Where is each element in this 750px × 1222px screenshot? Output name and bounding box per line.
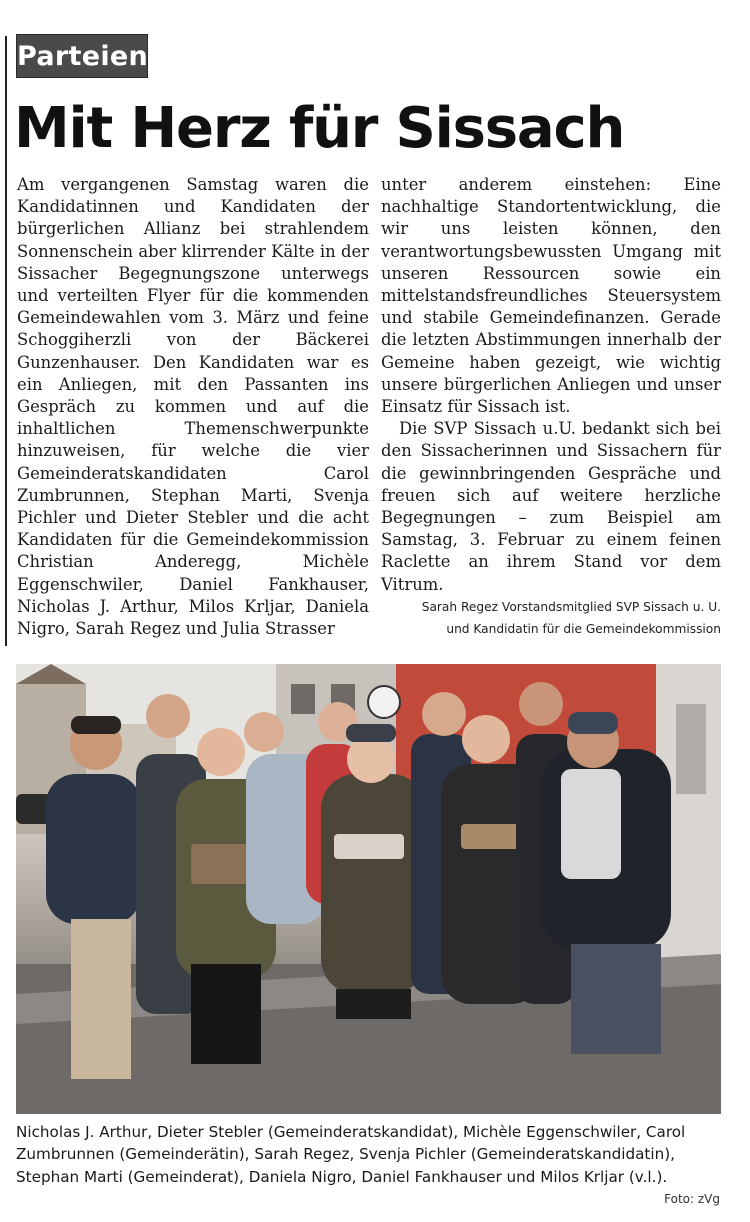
column-rule [5, 36, 7, 646]
article-paragraph: unter anderem einstehen: Eine nachhaltige Standortentwicklung, die wir uns leisten können, den verantwortungsbewussten Umgang mit unseren Ressourcen sowie ein mittelstandsfreundliches Steuersystem und stabile Gemeindefinanzen. Gerade die letzten Abstimmungen innerhalb der Gemeine haben gezeigt, wie wichtig unsere bürgerlichen Anliegen und unser Einsatz für Sissach ist. [381, 175, 721, 417]
group-photo [16, 664, 721, 1114]
section-rubric: Parteien [16, 34, 148, 78]
article-headline: Mit Herz für Sissach [14, 96, 625, 161]
byline-line: und Kandidatin für die Gemeindekommission [446, 622, 721, 636]
byline-line: Sarah Regez Vorstandsmitglied SVP Sissach u. U. [421, 600, 721, 614]
photo-caption: Nicholas J. Arthur, Dieter Stebler (Gemeinderatskandidat), Michèle Eggenschwiler, Carol Zumbrunnen (Gemeinderätin), Sarah Regez, Svenja Pichler (Gemeinderatskandidatin), Stephan Marti (Gemeinderat), Daniela Nigro, Daniel Fankhauser und Milos Krljar (v.l.). [16, 1123, 686, 1186]
article-column-right [381, 174, 721, 596]
photo-credit: Foto: zVg [664, 1192, 720, 1206]
group-photo-illustration [16, 664, 721, 1114]
article-paragraph: Die SVP Sissach u.U. bedankt sich bei den Sissacherinnen und Sissachern für die gewinnbringenden Gespräche und freuen sich auf weitere herzliche Begegnungen – zum Beispiel am Samstag, 3. Februar zu einem feinen Raclette an ihrem Stand vor dem Vitrum. [381, 419, 721, 594]
article-paragraph: Am vergangenen Samstag waren die Kandidatinnen und Kandidaten der bürgerlichen Allianz bei strahlendem Sonnenschein aber klirrender Kälte in der Sissacher Begegnungszone unterwegs und verteilten Flyer für die kommenden Gemeindewahlen vom 3. März und feine Schoggiherzli von der Bäckerei Gunzenhauser. Den Kandidaten war es ein Anliegen, mit den Passanten ins Gespräch zu kommen und auf die inhaltlichen Themenschwerpunkte hinzuweisen, für welche die vier Gemeinderatskandidaten Carol Zumbrunnen, Stephan Marti, Svenja Pichler und Dieter Stebler und die acht Kandidaten für die Gemeindekommission Christian Anderegg, Michèle Eggenschwiler, Daniel Fankhauser, Nicholas J. Arthur, Milos Krljar, Daniela Nigro, Sarah Regez und Julia Strasser [17, 175, 369, 639]
article-column-left [17, 174, 369, 640]
author-byline [381, 596, 721, 640]
